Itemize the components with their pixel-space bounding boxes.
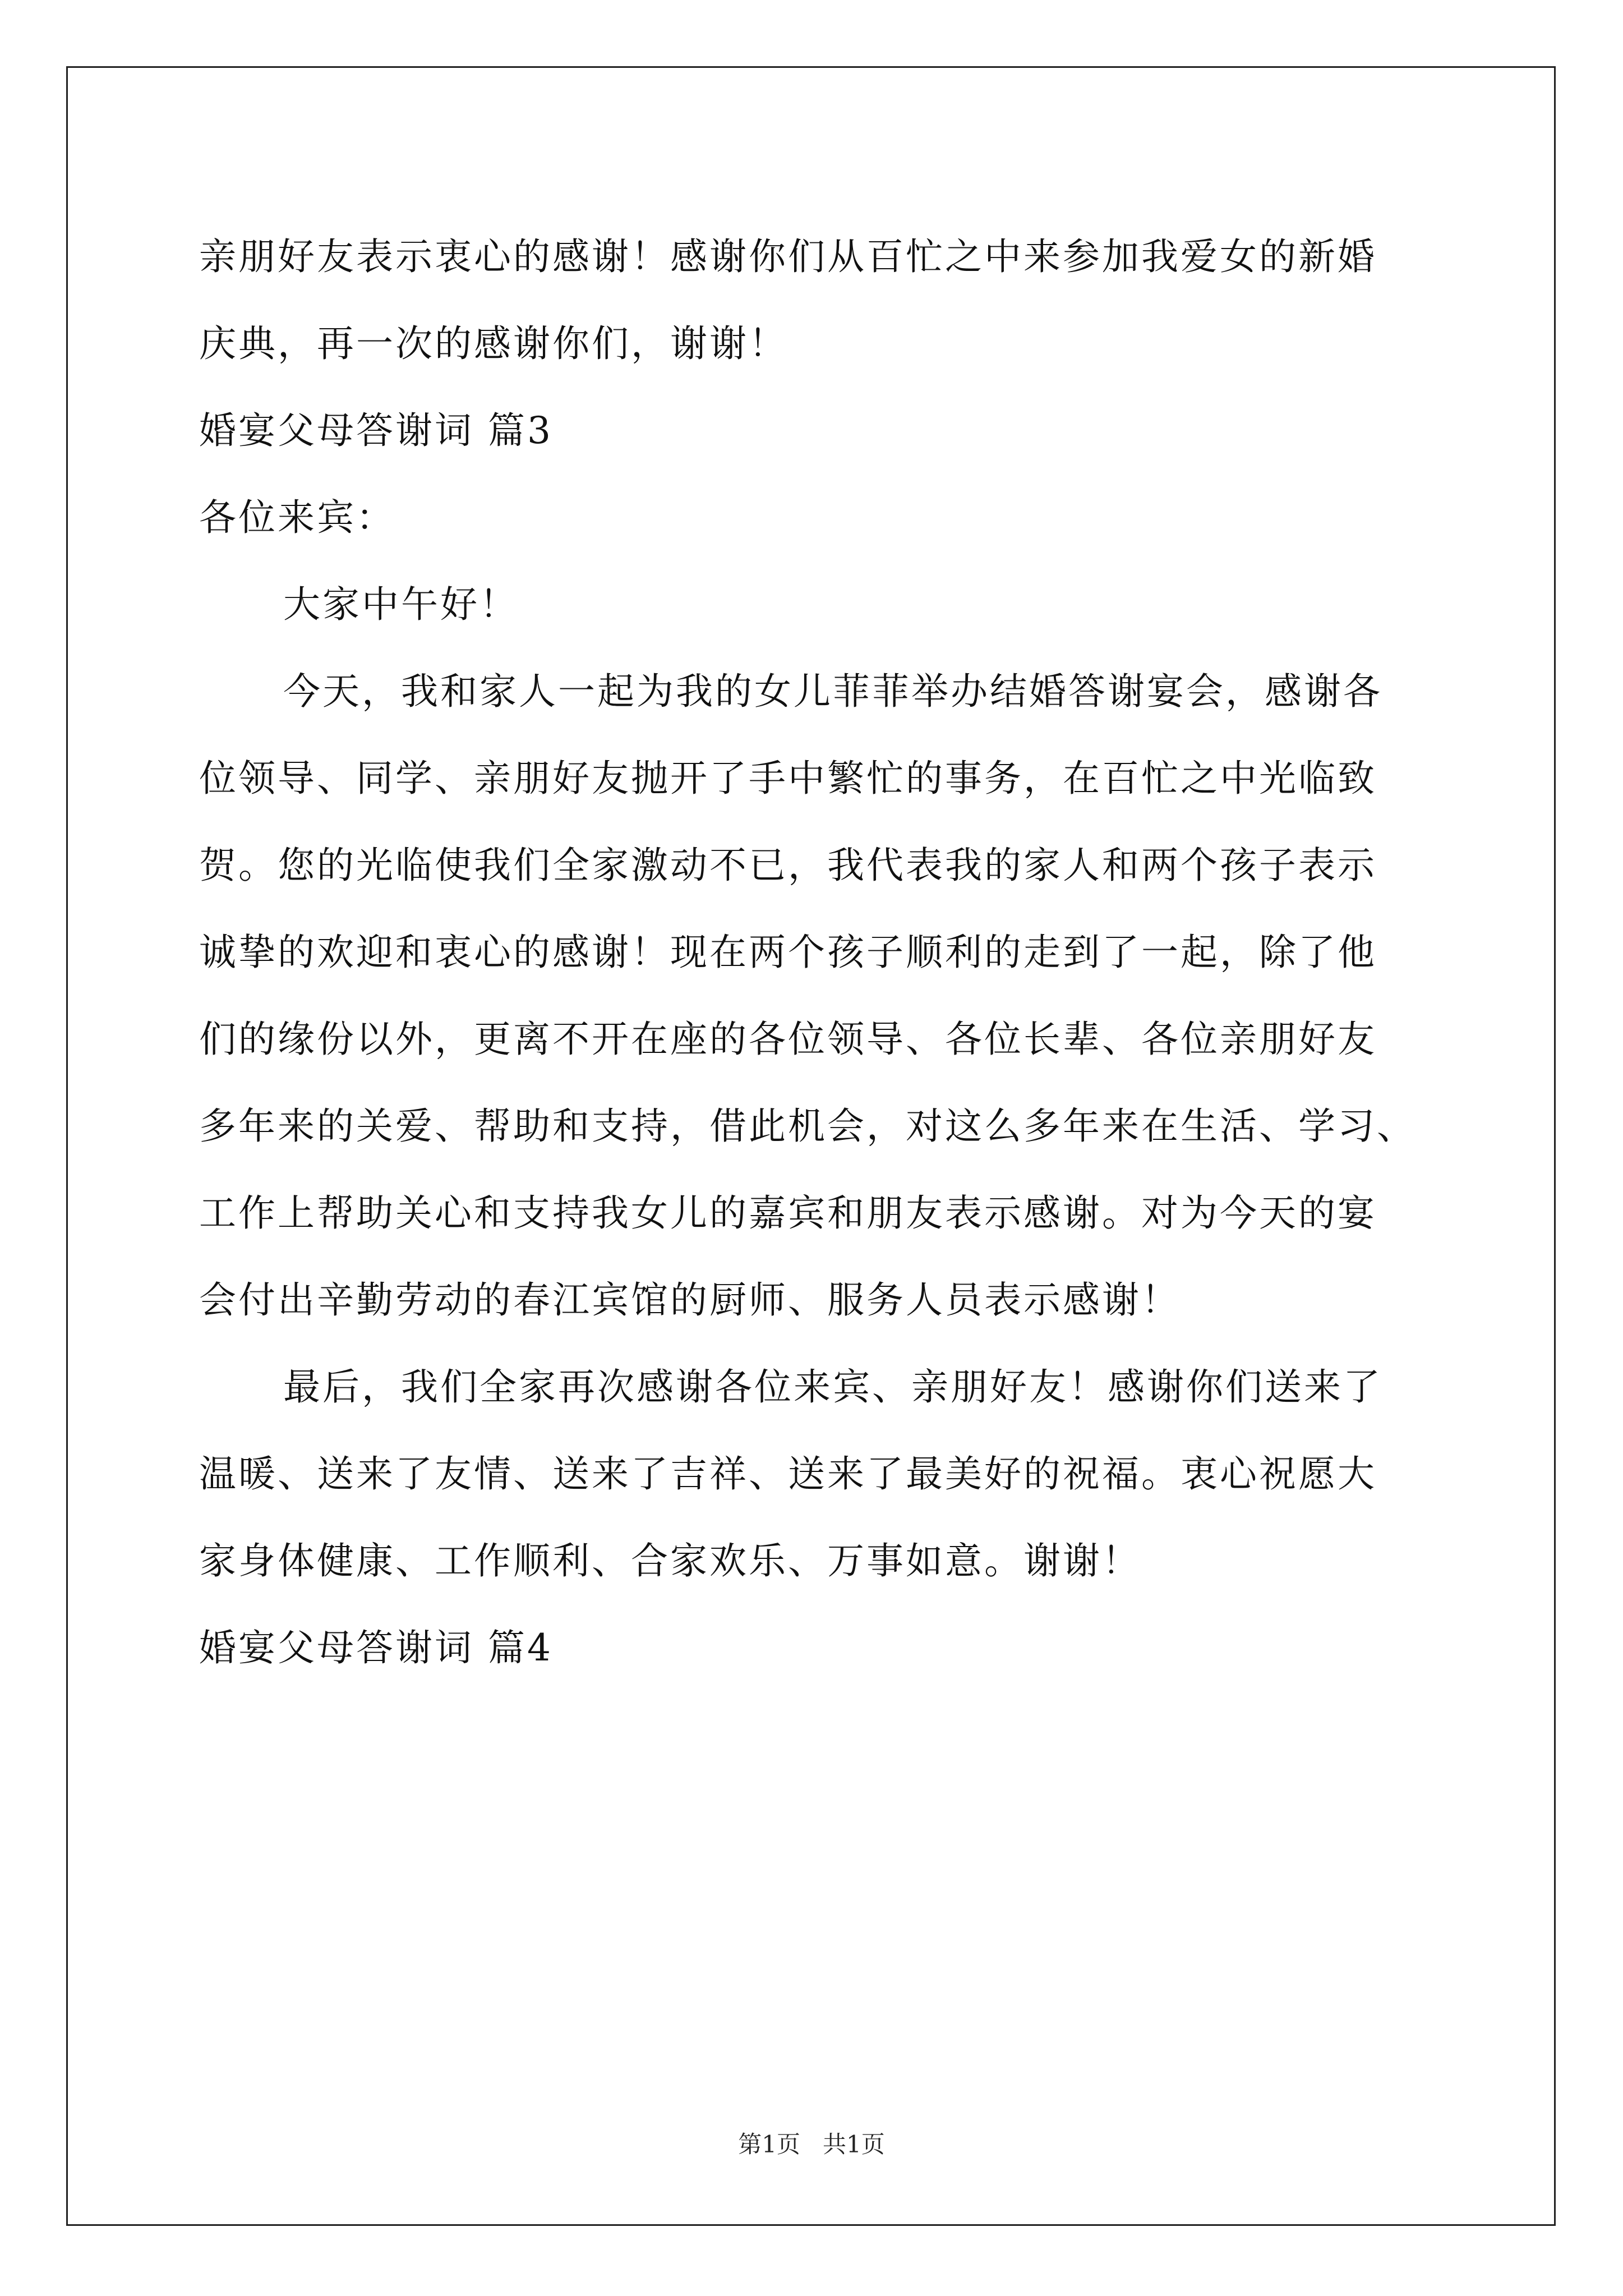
salutation: 各位来宾： (199, 496, 395, 539)
paragraph-line: 会付出辛勤劳动的春江宾馆的厨师、服务人员表示感谢！ (199, 1278, 1181, 1322)
section-heading: 婚宴父母答谢词 篇4 (199, 1626, 553, 1669)
paragraph-line: 贺。您的光临使我们全家激动不已，我代表我的家人和两个孩子表示 (199, 844, 1377, 887)
paragraph-line: 亲朋好友表示衷心的感谢！感谢你们从百忙之中来参加我爱女的新婚 (199, 235, 1377, 278)
paragraph-line: 位领导、同学、亲朋好友抛开了手中繁忙的事务，在百忙之中光临致 (199, 757, 1377, 800)
paragraph-line: 家身体健康、工作顺利、合家欢乐、万事如意。谢谢！ (199, 1539, 1141, 1582)
document-body (199, 213, 1489, 1691)
paragraph-line: 温暖、送来了友情、送来了吉祥、送来了最美好的祝福。衷心祝愿大 (199, 1452, 1377, 1496)
paragraph-line: 诚挚的欢迎和衷心的感谢！现在两个孩子顺利的走到了一起，除了他 (199, 931, 1377, 974)
paragraph-line: 庆典，再一次的感谢你们，谢谢！ (199, 322, 788, 365)
page-number: 第1页 (738, 2131, 800, 2158)
paragraph-line: 今天，我和家人一起为我的女儿菲菲举办结婚答谢宴会，感谢各 (283, 670, 1382, 713)
greeting-line: 大家中午好！ (283, 583, 519, 626)
paragraph-line: 多年来的关爱、帮助和支持，借此机会，对这么多年来在生活、学习、 (199, 1105, 1416, 1148)
page-total: 共1页 (823, 2131, 885, 2158)
paragraph-line: 们的缘份以外，更离不开在座的各位领导、各位长辈、各位亲朋好友 (199, 1018, 1377, 1061)
page-footer (0, 2126, 1623, 2160)
section-heading: 婚宴父母答谢词 篇3 (199, 409, 553, 452)
paragraph-line: 工作上帮助关心和支持我女儿的嘉宾和朋友表示感谢。对为今天的宴 (199, 1191, 1377, 1235)
paragraph-line: 最后，我们全家再次感谢各位来宾、亲朋好友！感谢你们送来了 (283, 1365, 1382, 1409)
